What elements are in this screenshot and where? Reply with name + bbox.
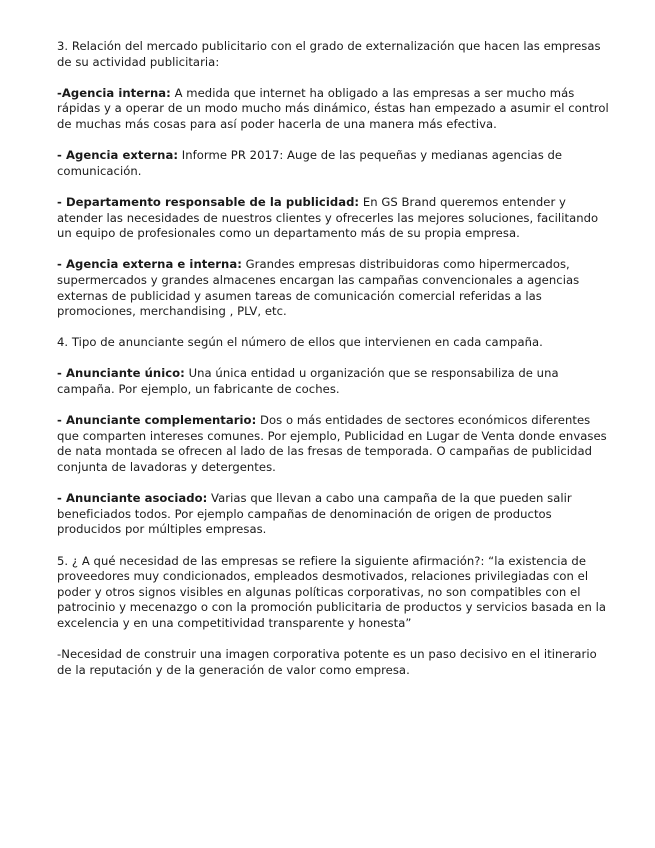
item-text: En GS Brand queremos entender y atender las necesidades de nuestros clientes y ofrecerles las mejores soluciones, facilitando un equipo de profesionales como un departamento más de su propia empresa.	[57, 194, 599, 241]
item-term: - Agencia externa:	[57, 148, 179, 163]
question-5: 5. ¿ A qué necesidad de las empresas se refiere la siguiente afirmación?: “la existencia de proveedores muy condicionados, empleados desmotivados, relaciones privilegiadas con el poder y otros signos visibles en algunas políticas corporativas, no son compatibles con el patrocinio y mecenazgo o con la promoción publicitaria de productos y servicios basada en la excelencia y en una competitividad transparente y honesta”	[57, 553, 607, 630]
item-agencia-externa	[57, 148, 613, 179]
item-text: Grandes empresas distribuidoras como hipermercados, supermercados y grandes almacenes encargan las campañas convencionales a agencias externas de publicidad y asumen tareas de comunicación comercial referidas a las promociones, merchandising , PLV, etc.	[57, 257, 580, 319]
item-term: - Anunciante asociado:	[57, 491, 208, 506]
item-text: A medida que internet ha obligado a las empresas a ser mucho más rápidas y a operar de un modo mucho más dinámico, éstas han empezado a asumir el control de muchas más cosas para así poder hacerla de una manera más efectiva.	[57, 85, 609, 131]
answer-5: -Necesidad de construir una imagen corporativa potente es un paso decisivo en el itinerario de la reputación y de la generación de valor como empresa.	[57, 647, 597, 677]
item-departamento-responsable	[57, 195, 613, 242]
item-term: - Departamento responsable de la publicidad:	[57, 194, 360, 209]
item-term: - Anunciante complementario:	[57, 413, 257, 428]
item-text: Varias que llevan a cabo una campaña de la que pueden salir beneficiados todos. Por ejemplo campañas de denominación de origen de productos producidos por múltiples empresas.	[57, 491, 572, 537]
item-term: - Anunciante único:	[57, 366, 185, 381]
item-agencia-interna	[57, 86, 613, 133]
item-text: Una única entidad u organización que se responsabiliza de una campaña. Por ejemplo, un fabricante de coches.	[57, 366, 559, 397]
item-anunciante-asociado	[57, 491, 613, 538]
document-body	[57, 39, 613, 694]
item-term: - Agencia externa e interna:	[57, 257, 242, 272]
question-4: 4. Tipo de anunciante según el número de ellos que intervienen en cada campaña.	[57, 335, 543, 350]
item-term: -Agencia interna:	[57, 85, 171, 100]
item-text: Dos o más entidades de sectores económicos diferentes que comparten intereses comunes. Por ejemplo, Publicidad en Lugar de Venta donde envases de nata montada se ofrecen al lado de las fresas de temporada. O campañas de publicidad conjunta de lavadoras y detergentes.	[57, 413, 607, 475]
item-agencia-externa-interna	[57, 257, 613, 319]
item-anunciante-complementario	[57, 413, 613, 475]
question-3: 3. Relación del mercado publicitario con el grado de externalización que hacen las empresas de su actividad publicitaria:	[57, 39, 601, 69]
item-anunciante-unico	[57, 366, 613, 397]
item-text: Informe PR 2017: Auge de las pequeñas y medianas agencias de comunicación.	[57, 148, 563, 178]
